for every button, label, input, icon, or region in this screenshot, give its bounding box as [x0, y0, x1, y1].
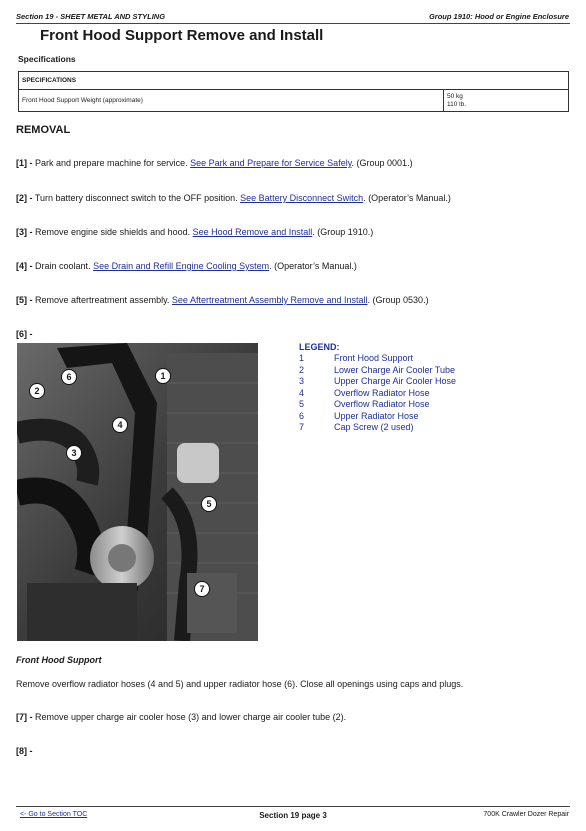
link-aftertreatment[interactable]: See Aftertreatment Assembly Remove and Install: [171, 295, 368, 305]
legend-label: Lower Charge Air Cooler Tube: [334, 365, 456, 375]
callout-7: 7: [194, 581, 210, 597]
step-8: [16, 746, 33, 756]
link-drain-refill[interactable]: See Drain and Refill Engine Cooling System: [93, 261, 270, 271]
step-1: [16, 158, 413, 168]
step-4: [16, 261, 357, 271]
callout-3: 3: [66, 445, 82, 461]
step-number: [7] -: [16, 712, 33, 722]
spec-row-label: Front Hood Support Weight (approximate): [19, 90, 444, 112]
link-park-prepare[interactable]: See Park and Prepare for Service Safely: [190, 158, 352, 168]
step-text: Drain coolant.: [35, 261, 91, 271]
step-7: [16, 712, 346, 722]
footer-manual: 700K Crawler Dozer Repair: [483, 811, 569, 818]
callout-1: 1: [155, 368, 171, 384]
step-text: Remove upper charge air cooler hose (3) and lower charge air cooler tube (2).: [35, 712, 347, 722]
step-number: [3] -: [16, 227, 33, 237]
spec-table-header: SPECIFICATIONS: [19, 72, 569, 90]
callout-2: 2: [29, 383, 45, 399]
callout-4: 4: [112, 417, 128, 433]
legend-num: 6: [299, 411, 305, 421]
legend-label: Upper Radiator Hose: [334, 411, 419, 421]
step-6: [16, 329, 33, 339]
callout-5: 5: [201, 496, 217, 512]
step-ref: . (Group 0530.): [367, 295, 429, 305]
spec-value-kg: 50 kg: [447, 92, 463, 100]
step-text: Remove aftertreatment assembly.: [35, 295, 170, 305]
step-3: [16, 227, 373, 237]
step-number: [2] -: [16, 193, 33, 203]
legend-label: Front Hood Support: [334, 353, 414, 363]
link-hood-remove[interactable]: See Hood Remove and Install: [192, 227, 313, 237]
link-battery-disconnect[interactable]: See Battery Disconnect Switch: [240, 193, 364, 203]
legend-num: 5: [299, 399, 305, 409]
step-ref: . (Operator’s Manual.): [363, 193, 451, 203]
step-text: Remove engine side shields and hood.: [35, 227, 191, 237]
callout-6: 6: [61, 369, 77, 385]
caption-paragraph: Remove overflow radiator hoses (4 and 5) and upper radiator hose (6). Close all openings using caps and plugs.: [16, 679, 464, 689]
footer-page: Section 19 page 3: [259, 811, 327, 820]
step-ref: . (Group 0001.): [351, 158, 413, 168]
header-section: Section 19 - SHEET METAL AND STYLING: [16, 12, 166, 21]
spec-value-lb: 110 lb.: [447, 100, 467, 108]
legend-label: Upper Charge Air Cooler Hose: [334, 376, 457, 386]
specifications-label: Specifications: [18, 54, 76, 64]
step-number: [6] -: [16, 329, 33, 339]
step-number: [5] -: [16, 295, 33, 305]
legend-num: 2: [299, 365, 305, 375]
legend-label: Cap Screw (2 used): [334, 422, 414, 432]
legend-label: Overflow Radiator Hose: [334, 399, 430, 409]
footer-divider: [16, 806, 570, 807]
figure-caption: Front Hood Support: [16, 655, 102, 665]
spec-row-value: [444, 90, 569, 112]
step-5: [16, 295, 429, 305]
specifications-table: [18, 71, 569, 112]
legend-label: Overflow Radiator Hose: [334, 388, 430, 398]
step-number: [4] -: [16, 261, 33, 271]
legend-num: 1: [299, 353, 305, 363]
legend-num: 7: [299, 422, 305, 432]
header-divider: [16, 23, 570, 24]
step-ref: . (Group 1910.): [312, 227, 374, 237]
engine-photo: [17, 343, 258, 641]
step-text: Turn battery disconnect switch to the OFF position.: [34, 193, 238, 203]
step-number: [8] -: [16, 746, 33, 756]
legend-title: LEGEND:: [299, 342, 340, 352]
legend-num: 3: [299, 376, 305, 386]
step-2: [16, 193, 451, 203]
go-to-toc-link[interactable]: <- Go to Section TOC: [20, 811, 88, 818]
step-text: Park and prepare machine for service.: [35, 158, 188, 168]
header-group: Group 1910: Hood or Engine Enclosure: [428, 12, 569, 21]
page-title: Front Hood Support Remove and Install: [40, 27, 324, 44]
legend-num: 4: [299, 388, 305, 398]
step-number: [1] -: [16, 158, 33, 168]
step-ref: . (Operator’s Manual.): [269, 261, 357, 271]
removal-heading: REMOVAL: [16, 124, 71, 136]
engine-photo-drawing: [17, 343, 258, 641]
